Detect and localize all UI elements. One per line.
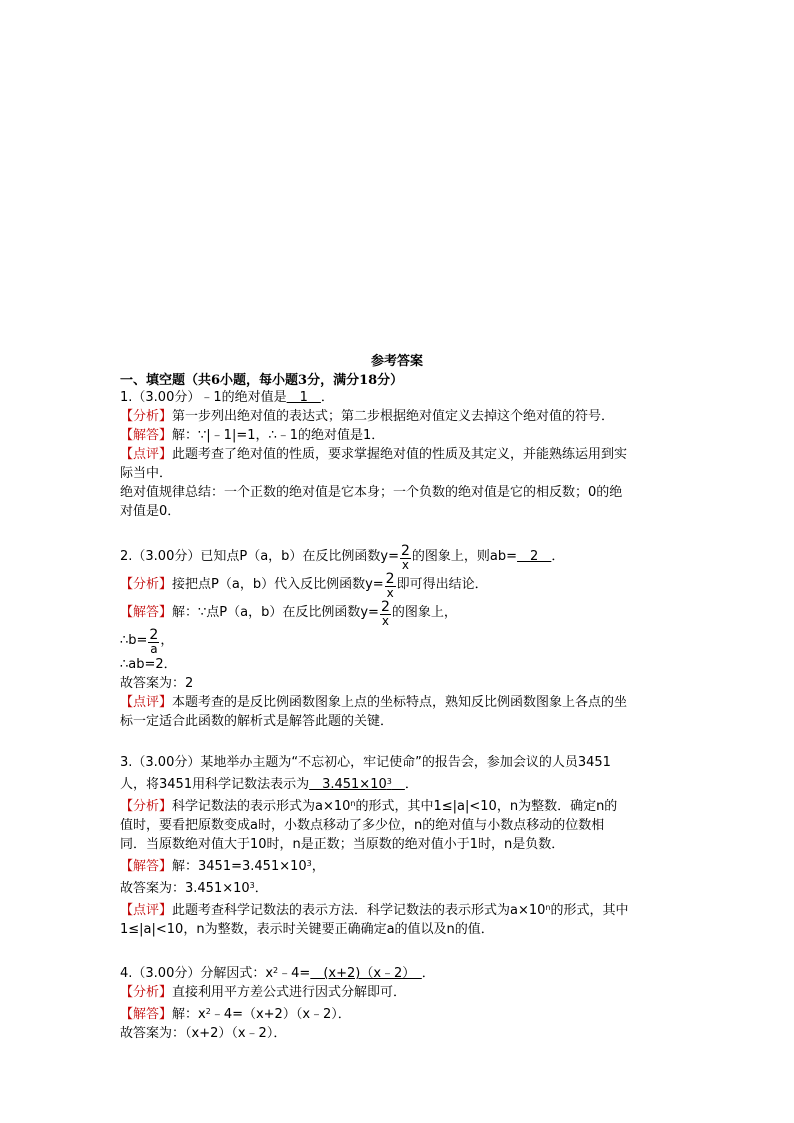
q3-analysis-cont-2: 同．当原数绝对值大于10时，n是正数；当原数的绝对值小于1时，n是负数． bbox=[120, 837, 565, 852]
q2-answer: 2 bbox=[517, 549, 552, 564]
q1-solution: 【解答】解：∵|﹣1|=1，∴﹣1的绝对值是1． bbox=[120, 428, 385, 443]
fraction-2-over-a: $\frac{2}{a}$ bbox=[149, 626, 159, 656]
analysis-tag: 【分析】 bbox=[120, 409, 173, 424]
answers-content bbox=[120, 388, 680, 1043]
analysis-tag: 【分析】 bbox=[120, 985, 173, 1000]
analysis-tag: 【分析】 bbox=[120, 577, 173, 592]
question-4 bbox=[120, 961, 680, 1043]
question-1 bbox=[120, 388, 680, 521]
solution-tag: 【解答】 bbox=[120, 859, 173, 874]
q3-analysis-cont: 值时，要看把原数变成a时，小数点移动了多少位，n的绝对值与小数点移动的位数相 bbox=[120, 818, 605, 833]
q3-solution: 【解答】解：$3451=3.451\times 10^3$， bbox=[120, 859, 325, 874]
fraction-2-over-x: $\frac{2}{x}$ bbox=[401, 542, 410, 572]
q2-final-answer: 故答案为：2 bbox=[120, 676, 194, 691]
q1-law-cont: 对值是0． bbox=[120, 504, 181, 519]
q4-stem: 4.（3.00分）分解因式：$x^2﹣4=$ (x+2)（x﹣2） ． bbox=[120, 966, 435, 981]
q4-final-answer: 故答案为：（x+2）（x﹣2）． bbox=[120, 1026, 287, 1041]
q2-comment: 【点评】本题考查的是反比例函数图象上点的坐标特点，熟知反比例函数图象上各点的坐 bbox=[120, 695, 628, 710]
q3-stem-cont: 人，将3451用科学记数法表示为 $3.451\times 10^3$ ． bbox=[120, 777, 418, 792]
q2-solution: 【解答】解：∵点P（a，b）在反比例函数y= $\frac{2}{x}$ 的图象上， bbox=[120, 598, 457, 628]
q2-comment-cont: 标一定适合此函数的解析式是解答此题的关键． bbox=[120, 714, 394, 729]
question-2 bbox=[120, 543, 680, 731]
q3-analysis: 【分析】科学记数法的表示形式为$a\times 10^n$的形式，其中1≤|a|<10，n为整数．确定n的 bbox=[120, 799, 618, 814]
q2-stem: 2.（3.00分）已知点P（a，b）在反比例函数y= $\frac{2}{x}$ 的图象上，则ab= 2 ． bbox=[120, 542, 565, 572]
q4-answer: (x+2)（x﹣2） bbox=[310, 966, 422, 981]
q2-analysis: 【分析】接把点P（a，b）代入反比例函数y= $\frac{2}{x}$ 即可得出结论． bbox=[120, 570, 488, 600]
q3-answer: $3.451\times 10^3$ bbox=[309, 777, 392, 792]
comment-tag: 【点评】 bbox=[120, 695, 173, 710]
q3-comment-cont: 1≤|a|<10，n为整数，表示时关键要正确确定a的值以及n的值． bbox=[120, 922, 494, 937]
q3-final-answer: 故答案为：$3.451\times 10^3$． bbox=[120, 881, 268, 896]
q2-step-1: ∴b= $\frac{2}{a}$ ， bbox=[120, 626, 174, 656]
solution-tag: 【解答】 bbox=[120, 1007, 173, 1022]
q1-law: 绝对值规律总结：一个正数的绝对值是它本身；一个负数的绝对值是它的相反数；0的绝 bbox=[120, 485, 623, 500]
fraction-2-over-x: $\frac{2}{x}$ bbox=[385, 570, 395, 600]
comment-tag: 【点评】 bbox=[120, 447, 173, 462]
q1-stem: 1.（3.00分）﹣1的绝对值是 1 ． bbox=[120, 390, 334, 405]
q1-comment: 【点评】此题考查了绝对值的性质，要求掌握绝对值的性质及其定义，并能熟练运用到实 bbox=[120, 447, 628, 462]
section-heading: 一、填空题（共6小题，每小题3分，满分18分） bbox=[120, 373, 404, 388]
q3-comment: 【点评】此题考查科学记数法的表示方法．科学记数法的表示形式为$a\times 10^n$的形式，其中 bbox=[120, 903, 629, 918]
q1-answer: 1 bbox=[286, 390, 321, 405]
solution-tag: 【解答】 bbox=[120, 428, 173, 443]
q4-solution: 【解答】解：$x^2﹣4=(x+2)(x﹣2)$． bbox=[120, 1007, 351, 1022]
q1-comment-cont: 际当中． bbox=[120, 466, 173, 481]
page-title: 参考答案 bbox=[370, 354, 423, 369]
q4-analysis: 【分析】直接利用平方差公式进行因式分解即可． bbox=[120, 985, 407, 1000]
q2-step-2: ∴ab=2． bbox=[120, 657, 177, 672]
comment-tag: 【点评】 bbox=[120, 903, 173, 918]
question-3 bbox=[120, 753, 680, 939]
fraction-2-over-x: $\frac{2}{x}$ bbox=[380, 598, 390, 628]
q1-analysis: 【分析】第一步列出绝对值的表达式；第二步根据绝对值定义去掉这个绝对值的符号． bbox=[120, 409, 615, 424]
analysis-tag: 【分析】 bbox=[120, 799, 173, 814]
solution-tag: 【解答】 bbox=[120, 605, 173, 620]
q3-stem: 3.（3.00分）某地举办主题为“不忘初心，牢记使命”的报告会，参加会议的人员3451 bbox=[120, 755, 611, 770]
